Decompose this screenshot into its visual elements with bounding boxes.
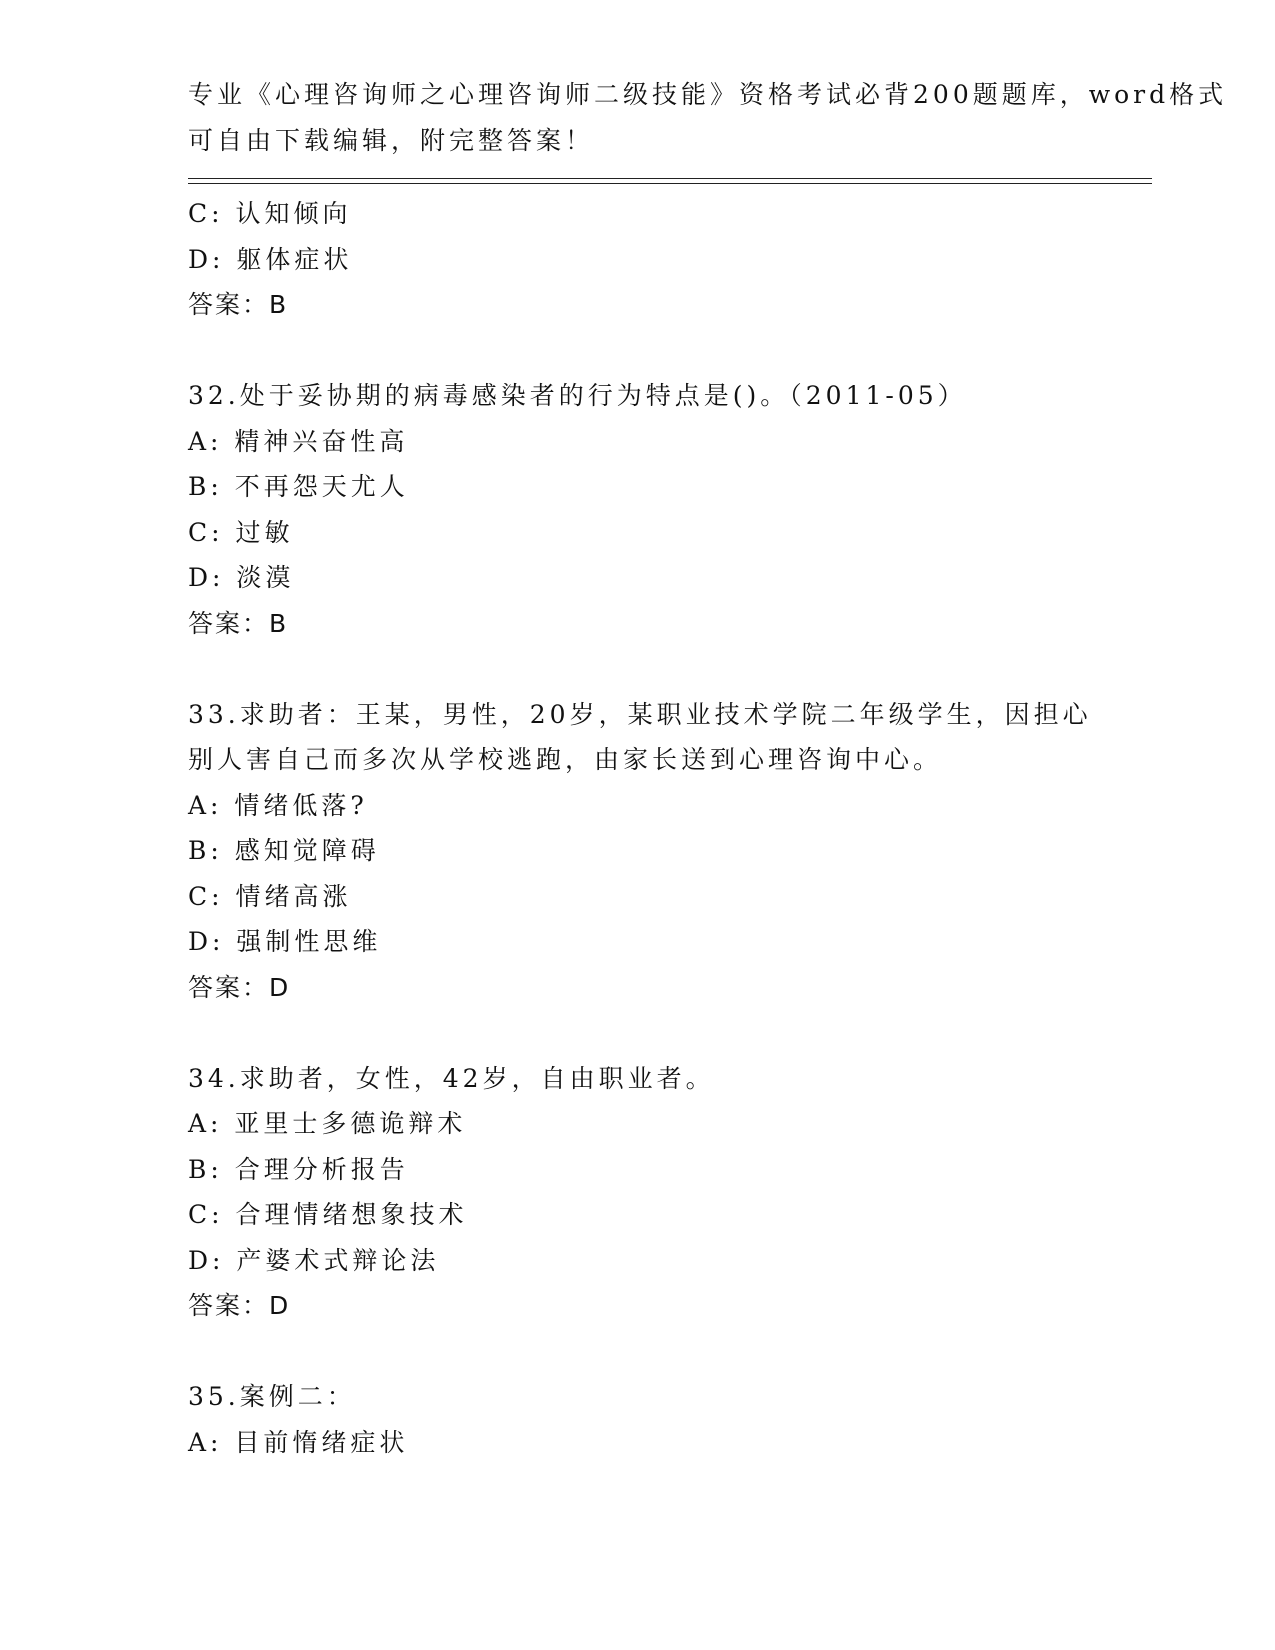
header-line-1: 专业《心理咨询师之心理咨询师二级技能》资格考试必背200题题库，word格式 <box>188 80 1228 109</box>
option-b: B: 不再怨天尤人 <box>188 472 409 501</box>
question-stem-line: 34.求助者，女性，42岁，自由职业者。 <box>188 1063 715 1093</box>
option-b: B: 感知觉障碍 <box>188 836 380 865</box>
question-stem-line: 32.处于妥协期的病毒感染者的行为特点是()。（2011-05） <box>188 381 967 410</box>
option-c: C: 情绪高涨 <box>188 881 352 911</box>
option-d: D: 强制性思维 <box>188 927 382 956</box>
document-header <box>188 72 1228 163</box>
spacer <box>188 646 1128 692</box>
question-stem <box>188 1056 1128 1102</box>
spacer <box>188 1329 1128 1375</box>
option-c: C: 认知倾向 <box>188 199 352 228</box>
header-divider-top <box>188 178 1152 179</box>
question-32 <box>188 373 1128 646</box>
question-33 <box>188 692 1128 1011</box>
question-stem <box>188 692 1128 783</box>
option-d: D: 淡漠 <box>188 563 295 592</box>
spacer <box>188 328 1128 374</box>
option-d: D: 产婆术式辩论法 <box>188 1245 440 1275</box>
question-31-continued <box>188 191 1128 328</box>
option-c: C: 过敏 <box>188 517 294 547</box>
question-stem <box>188 1374 1128 1420</box>
answer-line: 答案：B <box>188 608 289 638</box>
question-stem-line: 别人害自己而多次从学校逃跑，由家长送到心理咨询中心。 <box>188 745 943 774</box>
question-stem-line: 35.案例二： <box>188 1382 356 1411</box>
question-list <box>188 191 1128 1465</box>
question-35 <box>188 1374 1128 1465</box>
option-b: B: 合理分析报告 <box>188 1154 409 1184</box>
spacer <box>188 1010 1128 1056</box>
option-a: A: 情绪低落? <box>188 790 368 820</box>
question-34 <box>188 1056 1128 1329</box>
answer-line: 答案：D <box>188 972 291 1002</box>
option-a: A: 精神兴奋性高 <box>188 426 409 456</box>
question-stem-line: 33.求助者：王某，男性，20岁，某职业技术学院二年级学生，因担心 <box>188 699 1092 729</box>
question-stem <box>188 373 1128 419</box>
header-divider-bottom <box>188 183 1152 184</box>
option-d: D: 躯体症状 <box>188 244 353 274</box>
answer-line: 答案：D <box>188 1291 291 1320</box>
option-c: C: 合理情绪想象技术 <box>188 1200 468 1229</box>
option-a: A: 亚里士多德诡辩术 <box>188 1109 467 1138</box>
answer-line: 答案：B <box>188 290 289 319</box>
header-line-2: 可自由下载编辑，附完整答案！ <box>188 125 595 155</box>
option-a: A: 目前惰绪症状 <box>188 1427 409 1457</box>
